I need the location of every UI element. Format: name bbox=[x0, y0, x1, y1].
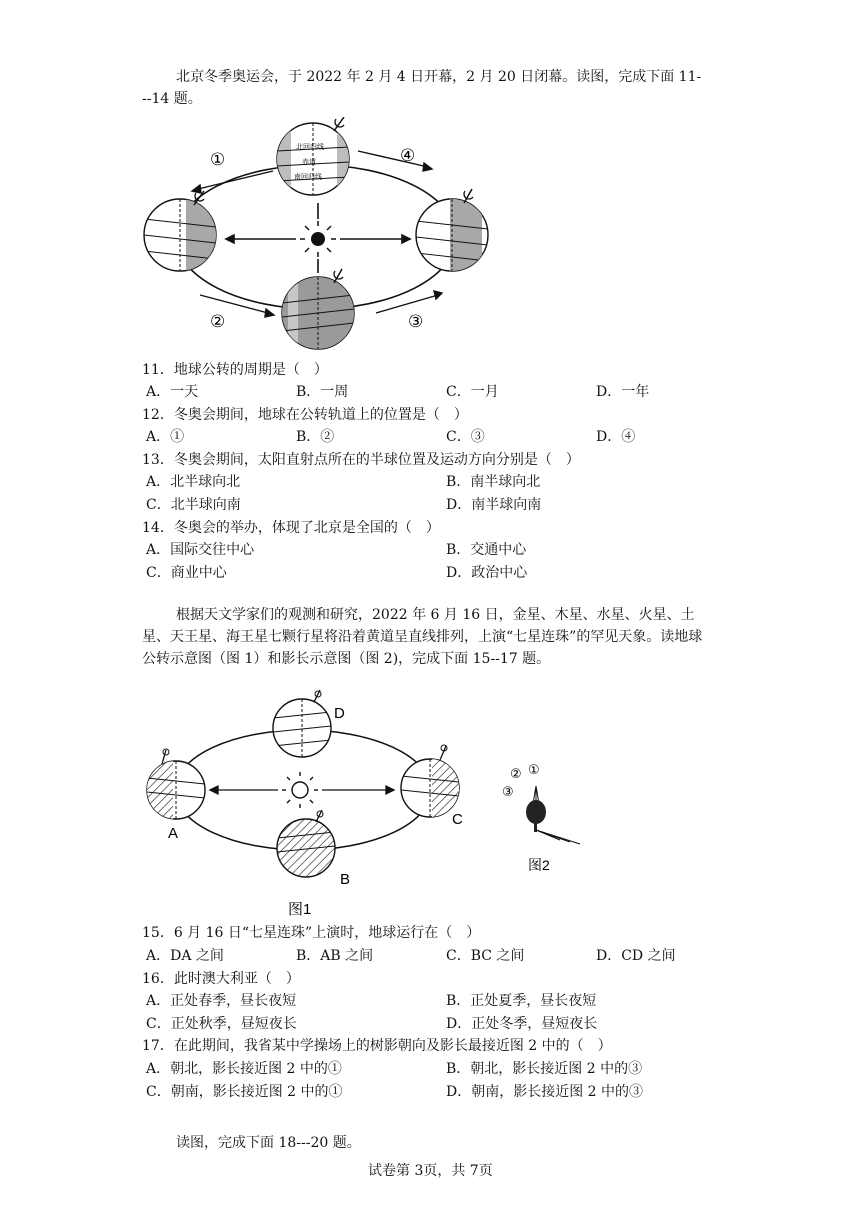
question-stem: 15．6 月 16 日“七星连珠”上演时，地球运行在（ ） bbox=[142, 925, 481, 941]
question-stem: 17．在此期间，我省某中学操场上的树影朝向及影长最接近图 2 中的（ ） bbox=[142, 1038, 612, 1054]
orbit-diagram-1 bbox=[138, 117, 498, 352]
option-d[interactable]: D．南半球向南 bbox=[446, 497, 542, 513]
option-c[interactable]: C．BC 之间 bbox=[446, 948, 525, 964]
option-b[interactable]: B．② bbox=[296, 429, 335, 445]
option-c[interactable]: C．③ bbox=[446, 429, 485, 445]
option-b[interactable]: B．一周 bbox=[296, 384, 349, 400]
marker-2: ② bbox=[210, 312, 226, 331]
question-stem: 12．冬奥会期间，地球在公转轨道上的位置是（ ） bbox=[142, 407, 468, 423]
globe-label-tropic-cancer: 北回归线 bbox=[296, 144, 324, 151]
option-d[interactable]: D．正处冬季，昼短夜长 bbox=[446, 1016, 598, 1032]
option-a[interactable]: A．DA 之间 bbox=[146, 948, 224, 964]
point-label-b: B bbox=[340, 871, 351, 888]
option-b[interactable]: B．交通中心 bbox=[446, 542, 527, 558]
orbit-diagram-2 bbox=[138, 688, 478, 918]
figure2-caption: 图2 bbox=[528, 857, 550, 873]
option-d[interactable]: D．一年 bbox=[596, 384, 650, 400]
option-c[interactable]: C．北半球向南 bbox=[146, 497, 241, 513]
point-label-a: A bbox=[168, 825, 179, 842]
option-a[interactable]: A．朝北，影长接近图 2 中的① bbox=[146, 1061, 342, 1077]
globe-d bbox=[273, 690, 331, 757]
figure1-caption: 图1 bbox=[288, 901, 312, 918]
globe-bottom bbox=[282, 269, 354, 349]
globe-right bbox=[416, 189, 488, 271]
option-c[interactable]: C．朝南，影长接近图 2 中的① bbox=[146, 1084, 343, 1100]
intro-paragraph-2: 根据天文学家们的观测和研究，2022 年 6 月 16 日，金星、木星、水星、火星、土星、天王星、海王星七颗行星将沿着黄道呈直线排列，上演“七星连珠”的罕见天象。读地球公转示意图（图 1）和影长示意图（图 2)，完成下面 15--17 题。 bbox=[142, 607, 703, 667]
option-a[interactable]: A．北半球向北 bbox=[146, 474, 241, 490]
option-a[interactable]: A．① bbox=[146, 429, 185, 445]
shadow-marker-1: ① bbox=[528, 762, 540, 777]
globe-label-equator: 赤道 bbox=[302, 159, 316, 166]
globe-left bbox=[144, 191, 218, 271]
option-b[interactable]: B．AB 之间 bbox=[296, 948, 374, 964]
globe-label-tropic-capricorn: 南回归线 bbox=[294, 174, 322, 181]
intro-paragraph-1: 北京冬季奥运会，于 2022 年 2 月 4 日开幕，2 月 20 日闭幕。读图，完成下面 11---14 题。 bbox=[142, 69, 702, 107]
point-label-c: C bbox=[452, 811, 463, 828]
option-c[interactable]: C．正处秋季，昼短夜长 bbox=[146, 1016, 297, 1032]
marker-3: ③ bbox=[408, 312, 424, 331]
shadow-diagram bbox=[496, 760, 596, 880]
question-stem: 13．冬奥会期间，太阳直射点所在的半球位置及运动方向分别是（ ） bbox=[142, 452, 580, 468]
tree-icon bbox=[526, 800, 546, 832]
option-a[interactable]: A．一天 bbox=[146, 384, 199, 400]
globe-b bbox=[277, 810, 335, 877]
option-a[interactable]: A．正处春季，昼长夜短 bbox=[146, 993, 297, 1009]
question-stem: 14．冬奥会的举办，体现了北京是全国的（ ） bbox=[142, 520, 440, 536]
sun-icon bbox=[300, 221, 336, 257]
intro-paragraph-3: 读图，完成下面 18---20 题。 bbox=[176, 1135, 361, 1151]
marker-1: ① bbox=[210, 150, 226, 169]
option-b[interactable]: B．朝北，影长接近图 2 中的③ bbox=[446, 1061, 643, 1077]
shadow-marker-2: ② bbox=[510, 766, 522, 781]
point-label-d: D bbox=[334, 705, 345, 722]
globe-c bbox=[401, 745, 460, 817]
option-d[interactable]: D．CD 之间 bbox=[596, 948, 676, 964]
question-stem: 16．此时澳大利亚（ ） bbox=[142, 971, 300, 987]
option-d[interactable]: D．④ bbox=[596, 429, 636, 445]
question-stem: 11．地球公转的周期是（ ） bbox=[142, 362, 328, 378]
option-b[interactable]: B．正处夏季，昼长夜短 bbox=[446, 993, 597, 1009]
option-c[interactable]: C．商业中心 bbox=[146, 565, 227, 581]
option-d[interactable]: D．朝南，影长接近图 2 中的③ bbox=[446, 1084, 644, 1100]
shadow-marker-3: ③ bbox=[502, 784, 514, 799]
option-a[interactable]: A．国际交往中心 bbox=[146, 542, 255, 558]
option-d[interactable]: D．政治中心 bbox=[446, 565, 528, 581]
option-b[interactable]: B．南半球向北 bbox=[446, 474, 541, 490]
page-footer: 试卷第 3页，共 7页 bbox=[368, 1163, 493, 1179]
option-c[interactable]: C．一月 bbox=[446, 384, 499, 400]
globe-a bbox=[147, 749, 205, 819]
marker-4: ④ bbox=[400, 146, 416, 165]
sun-icon bbox=[282, 772, 318, 808]
globe-top bbox=[277, 117, 351, 195]
